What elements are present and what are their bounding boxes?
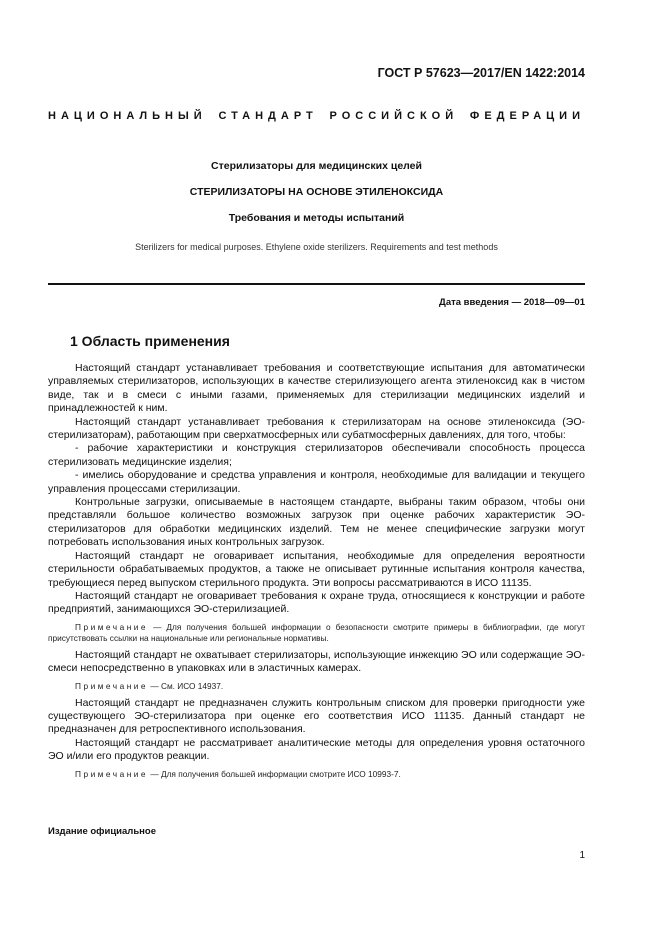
- document-number: ГОСТ Р 57623—2017/EN 1422:2014: [377, 66, 585, 80]
- paragraph: Контрольные загрузки, описываемые в настоящем стандарте, выбраны таким образом, чтобы они представляли большое количество возможных загрузок при оценке рабочих характеристик ЭО-стерилизаторов для обработки медицинских изделий. Тем не менее специфические загрузки могут потребовать использования иных контрольных загрузок.: [48, 496, 585, 549]
- section-heading: 1 Область применения: [70, 333, 230, 349]
- title-english: Sterilizers for medical purposes. Ethylene oxide sterilizers. Requirements and test methods: [135, 242, 498, 252]
- official-edition-label: Издание официальное: [48, 826, 156, 837]
- note-label: Примечание: [75, 680, 149, 691]
- paragraph: - имелись оборудование и средства управления и контроля, необходимые для валидации и текущего управления процессами стерилизации.: [48, 469, 585, 495]
- paragraph: Настоящий стандарт устанавливает требования к стерилизаторам на основе этиленоксида (ЭО-стерилизаторам), работающим при сверхатмосферных или субатмосферных давлениях, для того, чтобы:: [48, 415, 585, 442]
- paragraph: Настоящий стандарт устанавливает требования и соответствующие испытания для автоматически управляемых стерилизаторов, использующих в качестве стерилизующего агента этиленоксид как в чистом виде, так и в смеси с иными газами, применяемых для стерилизации медицинских изделий и принадлежностей к ним.: [48, 362, 585, 415]
- national-standard-heading: НАЦИОНАЛЬНЫЙ СТАНДАРТ РОССИЙСКОЙ ФЕДЕРАЦИИ: [48, 110, 585, 122]
- note-text: — Для получения большей информации о безопасности смотрите примеры в библиографии, где могут присутствовать ссылки на национальные или региональные нормативы.: [48, 621, 585, 643]
- title-main: СТЕРИЛИЗАТОРЫ НА ОСНОВЕ ЭТИЛЕНОКСИДА: [189, 186, 444, 198]
- page-number: 1: [579, 850, 585, 861]
- paragraph: Настоящий стандарт не охватывает стерилизаторы, использующие инжекцию ЭО или содержащие ЭО-смеси непосредственно в упаковках или в эластичных камерах.: [48, 648, 585, 675]
- section-body: [48, 362, 585, 785]
- paragraph: Настоящий стандарт не предназначен служить контрольным списком для проверки пригодности уже существующего ЭО-стерилизатора при оценке его соответствия ИСО 11135. Данный стандарт не предназначен для ретроспективного использования.: [48, 696, 585, 736]
- paragraph: - рабочие характеристики и конструкция стерилизаторов обеспечивали способность процесса стерилизовать медицинские изделия;: [48, 442, 585, 468]
- note-label: Примечание: [75, 768, 149, 779]
- note-text: — См. ИСО 14937.: [150, 680, 224, 691]
- title-general: Стерилизаторы для медицинских целей: [211, 160, 422, 172]
- divider: [48, 283, 585, 285]
- note: [48, 622, 585, 644]
- note-text: — Для получения большей информации смотрите ИСО 10993-7.: [150, 768, 401, 779]
- paragraph: Настоящий стандарт не рассматривает аналитические методы для определения уровня остаточного ЭО и/или его продуктов реакции.: [48, 736, 585, 763]
- introduction-date: Дата введения — 2018—09—01: [439, 297, 585, 308]
- paragraph: Настоящий стандарт не оговаривает требования к охране труда, относящиеся к конструкции и работе предприятий, занимающихся ЭО-стерилизацией.: [48, 589, 585, 616]
- title-subtitle: Требования и методы испытаний: [228, 212, 405, 224]
- note-label: Примечание: [75, 621, 149, 632]
- note: [48, 769, 585, 780]
- paragraph: Настоящий стандарт не оговаривает испытания, необходимые для определения вероятности стерильности обрабатываемых продуктов, а также не описывает рутинные испытания контроля качества, требующиеся перед выпуском стерильного продукта. Эти вопросы рассматриваются в ИСО 11135.: [48, 549, 585, 589]
- note: [48, 681, 585, 692]
